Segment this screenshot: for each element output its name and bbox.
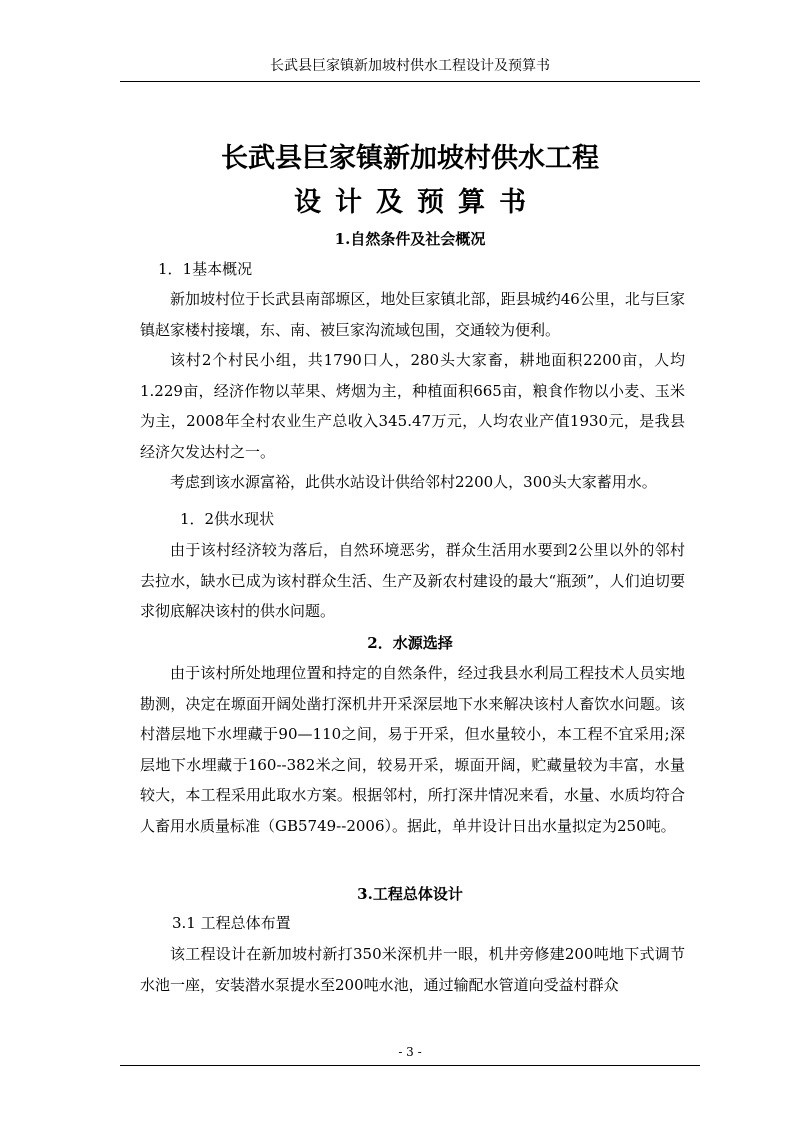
paragraph-supply-status: 由于该村经济较为落后，自然环境恶劣，群众生活用水要到2公里以外的邻村去拉水，缺水已成为该村群众生活、生产及新农村建设的最大“瓶颈”，人们迫切要求彻底解决该村的供水问题。	[140, 541, 685, 620]
paragraph-population: 该村2个村民小组，共1790口人，280头大家畜，耕地面积2200亩，人均1.229亩，经济作物以苹果、烤烟为主，种植面积665亩，粮食作物以小麦、玉米为主，2008年全村农业生产总收入345.47万元，人均农业产值1930元，是我县经济欠发达村之一。	[140, 351, 685, 461]
footer-rule	[120, 1065, 700, 1066]
page-number: - 3 -	[398, 1045, 422, 1059]
running-header: 长武县巨家镇新加坡村供水工程设计及预算书	[270, 58, 550, 74]
paragraph-overview: 新加坡村位于长武县南部塬区，地处巨家镇北部，距县城约46公里，北与巨家镇赵家楼村接壤，东、南、被巨家沟流域包围，交通较为便利。	[140, 290, 685, 339]
paragraph-water-source: 由于该村所处地理位置和持定的自然条件，经过我县水利局工程技术人员实地勘测，决定在塬面开阔处凿打深机井开采深层地下水来解决该村人畜饮水问题。该村潜层地下水埋藏于90—110之间，易于开采，但水量较小，本工程不宜采用;深层地下水埋藏于160--382米之间，较易开采，塬面开阔，贮藏量较为丰富，水量较大，本工程采用此取水方案。根据邻村，所打深井情况来看，水量、水质均符合人畜用水质量标准（GB5749--2006）。据此，单井设计日出水量拟定为250吨。	[140, 664, 685, 835]
document-title: 长武县巨家镇新加坡村供水工程	[221, 143, 599, 174]
header-rule	[120, 81, 700, 82]
document-subtitle: 设计及预算书	[294, 187, 540, 218]
section-1-1-heading: 1．1基本概况	[158, 260, 253, 278]
section-3-heading: 3.工程总体设计	[357, 885, 463, 903]
section-1-2-heading: 1．2供水现状	[180, 510, 275, 528]
section-3-1-heading: 3.1 工程总体布置	[172, 914, 291, 932]
section-1-heading: 1.自然条件及社会概况	[334, 230, 486, 248]
paragraph-layout: 该工程设计在新加坡村新打350米深机井一眼，机井旁修建200吨地下式调节水池一座，安装潜水泵提水至200吨水池，通过输配水管道向受益村群众	[140, 945, 685, 994]
section-2-heading: 2．水源选择	[367, 634, 453, 652]
paragraph-supply-scope: 考虑到该水源富裕，此供水站设计供给邻村2200人，300头大家蓄用水。	[170, 473, 657, 491]
